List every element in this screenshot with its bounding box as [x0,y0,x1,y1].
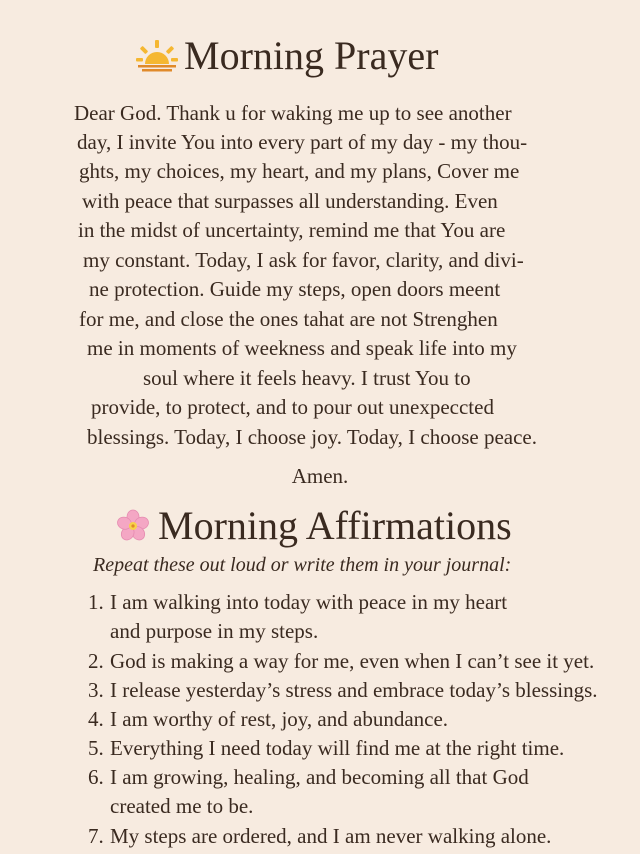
prayer-line: my constant. Today, I ask for favor, clarity, and divi- [83,248,524,272]
morning-affirmations-heading [116,503,512,548]
list-item-text: My steps are ordered, and I am never walking alone. [110,824,552,848]
affirmations-subtitle: Repeat these out loud or write them in your journal: [93,554,512,576]
list-number: 5. [88,736,104,760]
prayer-line: provide, to protect, and to pour out unexpeccted [91,395,494,419]
list-item-continuation: created me to be. [110,794,254,818]
prayer-line: me in moments of weekness and speak life into my [87,336,517,360]
list-item [88,676,598,705]
prayer-line: day, I invite You into every part of my day - my thou- [77,130,528,154]
prayer-line: soul where it feels heavy. I trust You to [143,366,471,390]
morning-prayer-heading [136,33,439,78]
list-number: 6. [88,765,104,789]
cherry-blossom-icon [116,509,150,543]
list-item [88,734,564,763]
list-item-text: I release yesterday’s stress and embrace today’s blessings. [110,678,598,702]
sunrise-icon [136,38,178,74]
list-item [88,763,529,792]
list-number: 4. [88,707,104,731]
prayer-line: ghts, my choices, my heart, and my plans, Cover me [79,159,520,183]
list-item-text: Everything I need today will find me at the right time. [110,736,565,760]
list-number: 1. [88,590,104,614]
list-number: 7. [88,824,104,848]
list-item [88,822,551,851]
prayer-line: Dear God. Thank u for waking me up to see another [74,101,512,125]
list-item [88,647,594,676]
list-number: 2. [88,649,104,673]
list-item [88,705,448,734]
list-item-text: I am worthy of rest, joy, and abundance. [110,707,449,731]
prayer-line: blessings. Today, I choose joy. Today, I choose peace. [87,425,538,449]
list-item-text: God is making a way for me, even when I can’t see it yet. [110,649,595,673]
prayer-line: for me, and close the ones tahat are not Strenghen [79,307,498,331]
list-item [88,588,507,617]
list-number: 3. [88,678,104,702]
page-title: Morning Prayer [184,33,439,78]
prayer-line: in the midst of uncertainty, remind me that You are [78,218,506,242]
list-item-continuation: and purpose in my steps. [110,619,319,643]
prayer-line: ne protection. Guide my steps, open doors meent [89,277,501,301]
list-item-text: I am growing, healing, and becoming all that God [110,765,529,789]
prayer-line: with peace that surpasses all understanding. Even [82,189,498,213]
amen-text: Amen. [291,464,349,488]
list-item-text: I am walking into today with peace in my heart [110,590,508,614]
section-title: Morning Affirmations [158,503,512,548]
